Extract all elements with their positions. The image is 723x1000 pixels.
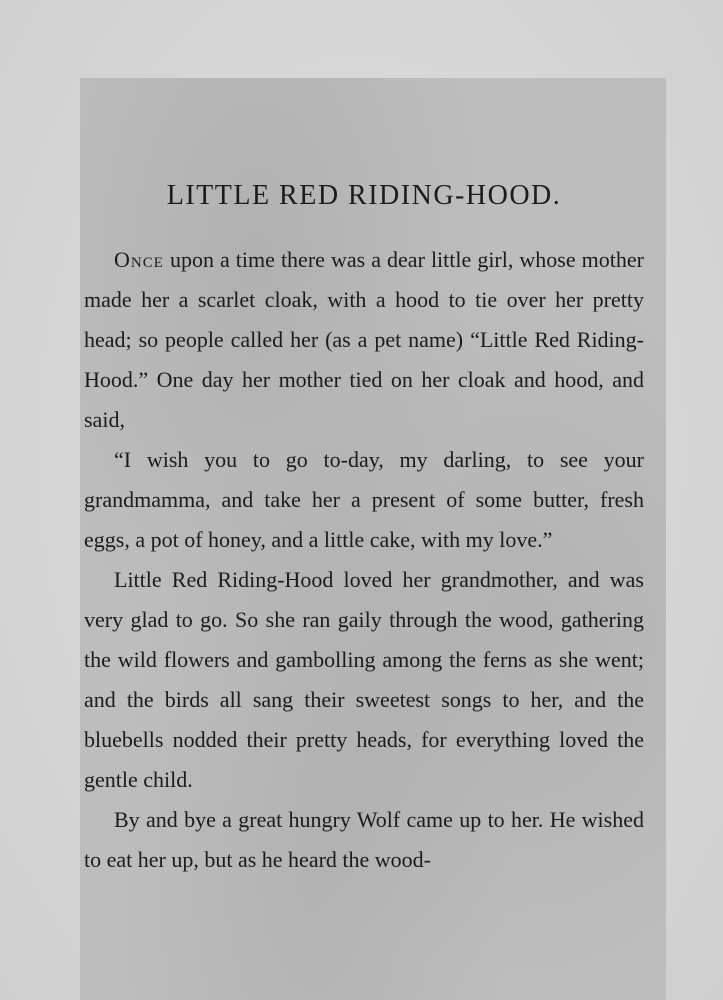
paragraph-4: By and bye a great hungry Wolf came up to her. He wished to eat her up, but as he heard the wood- (84, 807, 644, 872)
paragraph-1-lead: Once (114, 247, 164, 272)
paragraph-3: Little Red Riding-Hood loved her grandmother, and was very glad to go. So she ran gaily through the wood, gathering the wild flowers and gambolling among the ferns as she went; and the birds all sang their sweetest songs to her, and the bluebells nodded their pretty heads, for everything loved the gentle child. (84, 567, 644, 792)
paragraph-2: “I wish you to go to-day, my darling, to see your grandmamma, and take her a present of some butter, fresh eggs, a pot of honey, and a little cake, with my love.” (84, 447, 644, 552)
story-text (84, 176, 644, 880)
story-title: LITTLE RED RIDING-HOOD. (166, 180, 562, 211)
paragraph-1-text: upon a time there was a dear little girl, whose mother made her a scarlet cloak, with a hood to tie over her pretty head; so people called her (as a pet name) “Little Red Riding-Hood.” One day her mother tied on her cloak and hood, and said, (84, 247, 644, 432)
paragraph-1 (84, 240, 644, 440)
